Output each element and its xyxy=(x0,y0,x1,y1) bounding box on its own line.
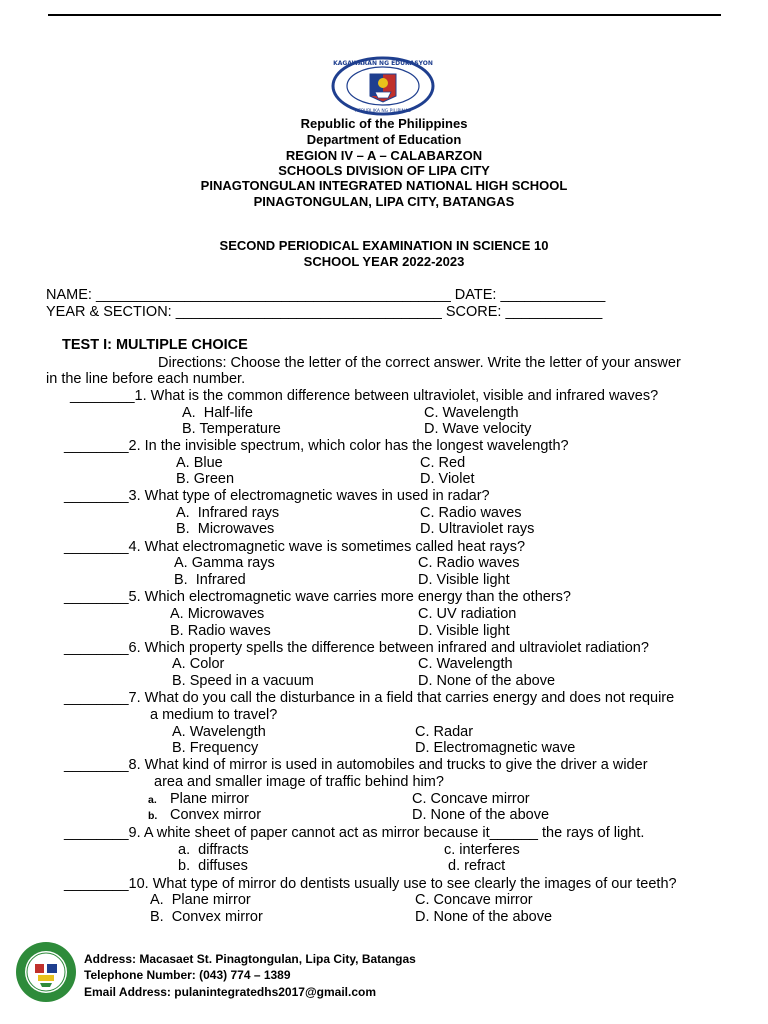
q9-option-a: a. diffracts xyxy=(178,842,249,858)
top-rule xyxy=(48,14,721,16)
question-5: ________5. Which electromagnetic wave carries more energy than the others? xyxy=(64,589,571,605)
q10-option-d: D. None of the above xyxy=(415,909,553,925)
directions-line-2: in the line before each number. xyxy=(46,371,246,387)
q7-option-d: D. Electromagnetic wave xyxy=(415,740,576,756)
footer-telephone: Telephone Number: (043) 774 – 1389 xyxy=(84,968,291,982)
q8-option-b xyxy=(148,807,261,824)
q1-option-c: C. Wavelength xyxy=(424,405,519,421)
header-department: Department of Education xyxy=(306,132,462,147)
question-9: ________9. A white sheet of paper cannot act as mirror because it______ the rays of light. xyxy=(64,825,645,841)
q5-option-c: C. UV radiation xyxy=(418,606,517,622)
year-section-score-field: YEAR & SECTION: _________________________________ SCORE: ____________ xyxy=(46,304,603,320)
q5-option-d: D. Visible light xyxy=(418,623,510,639)
deped-logo-icon xyxy=(330,56,436,116)
q2-option-c: C. Red xyxy=(420,455,466,471)
q10-option-b: B. Convex mirror xyxy=(150,909,263,925)
question-3: ________3. What type of electromagnetic waves in used in radar? xyxy=(64,488,490,504)
q10-option-a: A. Plane mirror xyxy=(150,892,251,908)
question-6: ________6. Which property spells the difference between infrared and ultraviolet radiation? xyxy=(64,640,649,656)
question-10: ________10. What type of mirror do dentists usually use to see clearly the images of our teeth? xyxy=(64,876,677,892)
q2-option-b: B. Green xyxy=(176,471,235,487)
question-4: ________4. What electromagnetic wave is sometimes called heat rays? xyxy=(64,539,526,555)
q8-option-c: C. Concave mirror xyxy=(412,791,530,807)
q6-option-c: C. Wavelength xyxy=(418,656,513,672)
question-7-continued: a medium to travel? xyxy=(150,707,278,723)
q9-option-d: d. refract xyxy=(448,858,506,874)
q5-option-a: A. Microwaves xyxy=(170,606,265,622)
q3-option-d: D. Ultraviolet rays xyxy=(420,521,535,537)
q2-option-d: D. Violet xyxy=(420,471,475,487)
q7-option-a: A. Wavelength xyxy=(172,724,266,740)
q6-option-d: D. None of the above xyxy=(418,673,556,689)
header-school: PINAGTONGULAN INTEGRATED NATIONAL HIGH SCHOOL xyxy=(200,178,568,193)
question-8: ________8. What kind of mirror is used in automobiles and trucks to give the driver a wider xyxy=(64,757,648,773)
q10-option-c: C. Concave mirror xyxy=(415,892,533,908)
footer-address: Address: Macasaet St. Pinagtongulan, Lipa City, Batangas xyxy=(84,952,416,966)
q8-option-d: D. None of the above xyxy=(412,807,550,823)
svg-text:KAGAWARAN NG EDUKASYON: KAGAWARAN NG EDUKASYON xyxy=(333,60,433,67)
test-title: TEST I: MULTIPLE CHOICE xyxy=(62,337,248,353)
q8-option-a-text: Plane mirror xyxy=(170,791,249,807)
q3-option-a: A. Infrared rays xyxy=(176,505,280,521)
footer-email: Email Address: pulanintegratedhs2017@gmail.com xyxy=(84,985,377,999)
header-republic: Republic of the Philippines xyxy=(300,116,468,131)
question-7: ________7. What do you call the disturbance in a field that carries energy and does not require xyxy=(64,690,675,706)
q7-option-c: C. Radar xyxy=(415,724,474,740)
svg-text:REPUBLIKA NG PILIPINAS: REPUBLIKA NG PILIPINAS xyxy=(355,109,411,114)
q4-option-c: C. Radio waves xyxy=(418,555,520,571)
q1-option-d: D. Wave velocity xyxy=(424,421,532,437)
q4-option-a: A. Gamma rays xyxy=(174,555,275,571)
q8-option-b-text: Convex mirror xyxy=(170,807,262,823)
q8-option-a xyxy=(148,791,249,808)
q6-option-b: B. Speed in a vacuum xyxy=(172,673,314,689)
header-location: PINAGTONGULAN, LIPA CITY, BATANGAS xyxy=(253,194,515,209)
q5-option-b: B. Radio waves xyxy=(170,623,271,639)
q9-option-c: c. interferes xyxy=(444,842,520,858)
directions-line-1: Directions: Choose the letter of the correct answer. Write the letter of your answer xyxy=(158,355,681,371)
q1-option-b: B. Temperature xyxy=(182,421,281,437)
exam-title: SECOND PERIODICAL EXAMINATION IN SCIENCE 10 xyxy=(219,238,549,253)
q8-option-b-letter: b. xyxy=(148,810,158,822)
question-8-continued: area and smaller image of traffic behind him? xyxy=(154,774,444,790)
header-region: REGION IV – A – CALABARZON xyxy=(285,148,483,163)
q4-option-b: B. Infrared xyxy=(174,572,246,588)
school-year: SCHOOL YEAR 2022-2023 xyxy=(303,254,465,269)
q1-option-a: A. Half-life xyxy=(182,405,253,421)
q4-option-d: D. Visible light xyxy=(418,572,510,588)
q6-option-a: A. Color xyxy=(172,656,225,672)
q9-option-b: b. diffuses xyxy=(178,858,248,874)
q7-option-b: B. Frequency xyxy=(172,740,259,756)
q3-option-c: C. Radio waves xyxy=(420,505,522,521)
question-1: ________1. What is the common difference between ultraviolet, visible and infrared waves? xyxy=(70,388,659,404)
header-division: SCHOOLS DIVISION OF LIPA CITY xyxy=(278,163,490,178)
question-2: ________2. In the invisible spectrum, which color has the longest wavelength? xyxy=(64,438,569,454)
q2-option-a: A. Blue xyxy=(176,455,223,471)
q3-option-b: B. Microwaves xyxy=(176,521,275,537)
q8-option-a-letter: a. xyxy=(148,794,157,806)
name-date-field: NAME: ____________________________________________ DATE: _____________ xyxy=(46,287,606,303)
school-seal-icon xyxy=(14,940,78,1004)
